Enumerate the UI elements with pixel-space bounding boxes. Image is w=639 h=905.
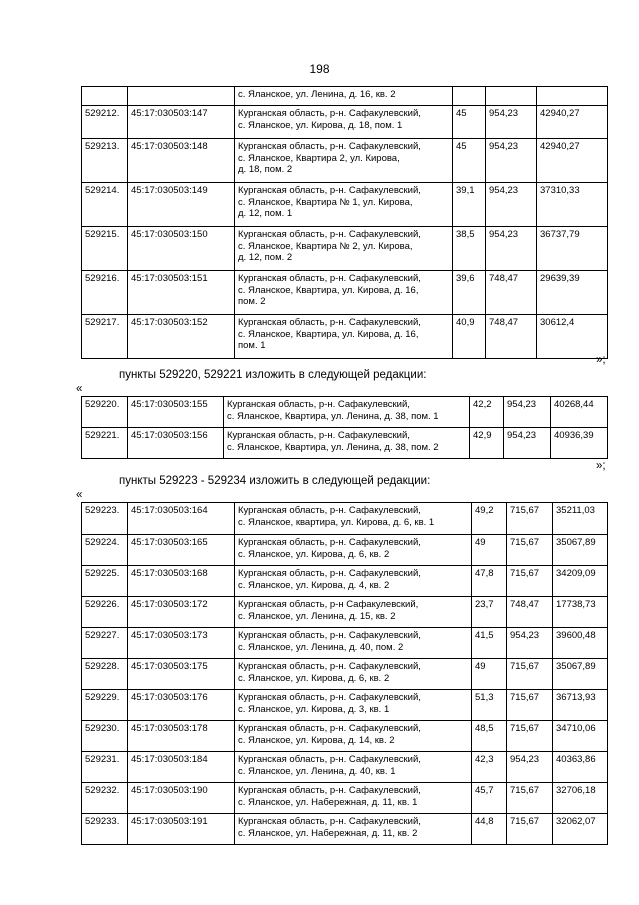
cadastral-number-cell: 45:17:030503:156 xyxy=(128,428,224,459)
cadastral-value-cell: 32062,07 xyxy=(553,814,608,845)
cadastral-number-cell: 45:17:030503:184 xyxy=(128,752,235,783)
row-number-cell: 529226. xyxy=(82,597,128,628)
cadastral-value-cell: 40363,86 xyxy=(553,752,608,783)
table-row xyxy=(82,106,608,139)
area-cell: 42,2 xyxy=(470,397,504,428)
address-line: с. Яланское, ул. Кирова, д. 14, кв. 2 xyxy=(238,734,395,746)
cadastral-value-cell: 36737,79 xyxy=(537,227,608,271)
rate-cell: 715,67 xyxy=(507,814,553,845)
address-cell xyxy=(235,503,472,535)
address-line: с. Яланское, ул. Ленина, д. 40, пом. 2 xyxy=(238,641,404,653)
cadastral-number-cell: 45:17:030503:149 xyxy=(128,183,235,227)
address-line: Курганская область, р-н. Сафакулевский, xyxy=(227,430,410,441)
row-number-cell: 529228. xyxy=(82,659,128,690)
address-cell xyxy=(235,183,453,227)
address-line: с. Яланское, Квартира, ул. Кирова, д. 16, xyxy=(238,284,419,296)
address-line: Курганская область, р-н. Сафакулевский, xyxy=(238,661,421,672)
address-line: д. 12, пом. 2 xyxy=(238,252,293,263)
table-row xyxy=(82,566,608,597)
address-line: с. Яланское, квартира, ул. Кирова, д. 6, кв. 1 xyxy=(238,516,435,528)
cadastral-number-cell: 45:17:030503:178 xyxy=(128,721,235,752)
area-cell: 45,7 xyxy=(472,783,507,814)
cadastral-number-cell: 45:17:030503:150 xyxy=(128,227,235,271)
rate-cell: 954,23 xyxy=(504,397,551,428)
address-cell xyxy=(235,139,453,183)
row-number-cell: 529213. xyxy=(82,139,128,183)
closing-quote-2: »; xyxy=(596,460,606,472)
area-cell: 49 xyxy=(472,659,507,690)
cadastral-number-cell: 45:17:030503:191 xyxy=(128,814,235,845)
address-cell xyxy=(235,87,453,106)
row-number-cell: 529227. xyxy=(82,628,128,659)
row-number-cell: 529223. xyxy=(82,503,128,535)
address-line: д. 18, пом. 2 xyxy=(238,164,293,175)
cadastral-value-cell: 35211,03 xyxy=(553,503,608,535)
table-row xyxy=(82,315,608,359)
rate-cell: 954,23 xyxy=(486,227,537,271)
address-cell xyxy=(235,659,472,690)
cadastral-number-cell: 45:17:030503:190 xyxy=(128,783,235,814)
address-line: Курганская область, р-н. Сафакулевский, xyxy=(238,785,421,796)
cadastral-number-cell: 45:17:030503:168 xyxy=(128,566,235,597)
area-cell: 38,5 xyxy=(453,227,486,271)
area-cell: 42,9 xyxy=(470,428,504,459)
address-line: пом. 1 xyxy=(238,340,266,351)
cadastral-value-cell: 34209,09 xyxy=(553,566,608,597)
cadastral-value-cell: 35067,89 xyxy=(553,535,608,566)
cadastral-number-cell: 45:17:030503:164 xyxy=(128,503,235,535)
opening-quote-2: « xyxy=(76,489,83,501)
register-table-1 xyxy=(81,86,608,359)
rate-cell: 954,23 xyxy=(507,752,553,783)
address-line: с. Яланское, ул. Ленина, д. 15, кв. 2 xyxy=(238,610,396,622)
table-row xyxy=(82,397,608,428)
area-cell: 51,3 xyxy=(472,690,507,721)
cadastral-number-cell: 45:17:030503:165 xyxy=(128,535,235,566)
cadastral-number-cell: 45:17:030503:176 xyxy=(128,690,235,721)
address-line: Курганская область, р-н. Сафакулевский, xyxy=(238,537,421,548)
address-line: пом. 2 xyxy=(238,296,266,307)
cadastral-number-cell: 45:17:030503:172 xyxy=(128,597,235,628)
area-cell: 49 xyxy=(472,535,507,566)
address-cell xyxy=(235,721,472,752)
rate-cell: 954,23 xyxy=(504,428,551,459)
cadastral-value-cell: 30612,4 xyxy=(537,315,608,359)
address-cell xyxy=(235,315,453,359)
cadastral-value-cell: 42940,27 xyxy=(537,106,608,139)
address-line: Курганская область, р-н. Сафакулевский, xyxy=(238,317,421,328)
table-row xyxy=(82,721,608,752)
row-number-cell: 529225. xyxy=(82,566,128,597)
address-line: Курганская область, р-н. Сафакулевский, xyxy=(238,505,421,516)
rate-cell: 715,67 xyxy=(507,566,553,597)
cadastral-number-cell: 45:17:030503:175 xyxy=(128,659,235,690)
table-row xyxy=(82,139,608,183)
cadastral-number-cell: 45:17:030503:148 xyxy=(128,139,235,183)
cadastral-value-cell: 35067,89 xyxy=(553,659,608,690)
rate-cell: 715,67 xyxy=(507,659,553,690)
row-number-cell: 529214. xyxy=(82,183,128,227)
cadastral-value-cell xyxy=(537,87,608,106)
area-cell: 39,6 xyxy=(453,271,486,315)
register-table-2 xyxy=(81,396,608,459)
page-number: 198 xyxy=(309,62,330,76)
area-cell: 40,9 xyxy=(453,315,486,359)
address-cell xyxy=(235,690,472,721)
address-cell xyxy=(235,535,472,566)
area-cell: 42,3 xyxy=(472,752,507,783)
rate-cell: 748,47 xyxy=(486,271,537,315)
table-row xyxy=(82,503,608,535)
address-line: с. Яланское, ул. Кирова, д. 18, пом. 1 xyxy=(238,119,403,131)
address-line: Курганская область, р-н. Сафакулевский, xyxy=(238,692,421,703)
address-line: с. Яланское, Квартира, ул. Ленина, д. 38, пом. 1 xyxy=(227,410,439,422)
row-number-cell: 529229. xyxy=(82,690,128,721)
row-number-cell: 529232. xyxy=(82,783,128,814)
cadastral-number-cell xyxy=(128,87,235,106)
address-line: Курганская область, р-н. Сафакулевский, xyxy=(238,816,421,827)
cadastral-number-cell: 45:17:030503:155 xyxy=(128,397,224,428)
cadastral-value-cell: 39600,48 xyxy=(553,628,608,659)
cadastral-value-cell: 32706,18 xyxy=(553,783,608,814)
address-line: Курганская область, р-н. Сафакулевский, xyxy=(238,185,421,196)
rate-cell: 748,47 xyxy=(486,315,537,359)
address-cell xyxy=(224,428,470,459)
table-row xyxy=(82,814,608,845)
address-line: Курганская область, р-н Сафакулевский, xyxy=(238,599,419,610)
rate-cell: 715,67 xyxy=(507,690,553,721)
table-row xyxy=(82,271,608,315)
address-line: Курганская область, р-н. Сафакулевский, xyxy=(238,108,421,119)
address-line: с. Яланское, ул. Кирова, д. 6, кв. 2 xyxy=(238,672,390,684)
register-table-3 xyxy=(81,502,608,845)
address-line: с. Яланское, Квартира № 1, ул. Кирова, xyxy=(238,196,413,208)
cadastral-number-cell: 45:17:030503:152 xyxy=(128,315,235,359)
rate-cell: 748,47 xyxy=(507,597,553,628)
address-line: с. Яланское, ул. Ленина, д. 40, кв. 1 xyxy=(238,765,396,777)
address-line: Курганская область, р-н. Сафакулевский, xyxy=(238,273,421,284)
address-cell xyxy=(235,628,472,659)
address-cell xyxy=(235,783,472,814)
address-cell xyxy=(235,597,472,628)
table-row xyxy=(82,535,608,566)
row-number-cell: 529231. xyxy=(82,752,128,783)
address-line: Курганская область, р-н. Сафакулевский, xyxy=(227,399,410,410)
address-cell xyxy=(235,566,472,597)
area-cell: 41,5 xyxy=(472,628,507,659)
cadastral-value-cell: 40936,39 xyxy=(551,428,608,459)
rate-cell: 715,67 xyxy=(507,783,553,814)
row-number-cell: 529220. xyxy=(82,397,128,428)
rate-cell: 715,67 xyxy=(507,535,553,566)
row-number-cell: 529212. xyxy=(82,106,128,139)
address-line: Курганская область, р-н. Сафакулевский, xyxy=(238,754,421,765)
cadastral-value-cell: 42940,27 xyxy=(537,139,608,183)
address-cell xyxy=(235,271,453,315)
cadastral-value-cell: 40268,44 xyxy=(551,397,608,428)
address-cell xyxy=(224,397,470,428)
rate-cell: 715,67 xyxy=(507,503,553,535)
address-line: д. 12, пом. 1 xyxy=(238,208,293,219)
rate-cell: 715,67 xyxy=(507,721,553,752)
cadastral-number-cell: 45:17:030503:147 xyxy=(128,106,235,139)
address-line: с. Яланское, ул. Кирова, д. 4, кв. 2 xyxy=(238,579,390,591)
table-row xyxy=(82,752,608,783)
address-line: Курганская область, р-н. Сафакулевский, xyxy=(238,229,421,240)
area-cell: 49,2 xyxy=(472,503,507,535)
cadastral-value-cell: 37310,33 xyxy=(537,183,608,227)
area-cell xyxy=(453,87,486,106)
address-line: Курганская область, р-н. Сафакулевский, xyxy=(238,630,421,641)
cadastral-number-cell: 45:17:030503:151 xyxy=(128,271,235,315)
address-line: с. Яланское, ул. Кирова, д. 6, кв. 2 xyxy=(238,548,390,560)
row-number-cell: 529215. xyxy=(82,227,128,271)
area-cell: 48,5 xyxy=(472,721,507,752)
address-line: с. Яланское, Квартира 2, ул. Кирова, xyxy=(238,152,400,164)
row-number-cell: 529216. xyxy=(82,271,128,315)
amendment-paragraph-2: пункты 529223 - 529234 изложить в следующей редакции: xyxy=(119,475,431,487)
row-number-cell: 529221. xyxy=(82,428,128,459)
address-line: с. Яланское, ул. Набережная, д. 11, кв. 1 xyxy=(238,796,418,808)
address-line: с. Яланское, ул. Кирова, д. 3, кв. 1 xyxy=(238,703,390,715)
address-line: с. Яланское, ул. Набережная, д. 11, кв. 2 xyxy=(238,827,418,839)
rate-cell xyxy=(486,87,537,106)
row-number-cell: 529233. xyxy=(82,814,128,845)
cadastral-number-cell: 45:17:030503:173 xyxy=(128,628,235,659)
table-row xyxy=(82,183,608,227)
rate-cell: 954,23 xyxy=(486,106,537,139)
rate-cell: 954,23 xyxy=(486,139,537,183)
address-line: с. Яланское, Квартира, ул. Кирова, д. 16, xyxy=(238,328,419,340)
address-cell xyxy=(235,814,472,845)
table-row xyxy=(82,227,608,271)
cadastral-value-cell: 17738,73 xyxy=(553,597,608,628)
table-row xyxy=(82,690,608,721)
address-line: с. Яланское, ул. Ленина, д. 16, кв. 2 xyxy=(238,89,396,100)
opening-quote-1: « xyxy=(76,383,83,395)
area-cell: 23,7 xyxy=(472,597,507,628)
address-cell xyxy=(235,227,453,271)
table-row xyxy=(82,628,608,659)
closing-quote-1: »; xyxy=(596,354,606,366)
rate-cell: 954,23 xyxy=(507,628,553,659)
address-line: Курганская область, р-н. Сафакулевский, xyxy=(238,723,421,734)
table-row xyxy=(82,659,608,690)
table-row xyxy=(82,783,608,814)
area-cell: 39,1 xyxy=(453,183,486,227)
address-cell xyxy=(235,752,472,783)
row-number-cell: 529224. xyxy=(82,535,128,566)
cadastral-value-cell: 34710,06 xyxy=(553,721,608,752)
address-line: Курганская область, р-н. Сафакулевский, xyxy=(238,568,421,579)
area-cell: 45 xyxy=(453,106,486,139)
row-number-cell xyxy=(82,87,128,106)
area-cell: 45 xyxy=(453,139,486,183)
row-number-cell: 529230. xyxy=(82,721,128,752)
table-row xyxy=(82,597,608,628)
address-line: с. Яланское, Квартира, ул. Ленина, д. 38, пом. 2 xyxy=(227,441,439,453)
cadastral-value-cell: 29639,39 xyxy=(537,271,608,315)
cadastral-value-cell: 36713,93 xyxy=(553,690,608,721)
rate-cell: 954,23 xyxy=(486,183,537,227)
address-cell xyxy=(235,106,453,139)
area-cell: 44,8 xyxy=(472,814,507,845)
address-line: Курганская область, р-н. Сафакулевский, xyxy=(238,141,421,152)
row-number-cell: 529217. xyxy=(82,315,128,359)
address-line: с. Яланское, Квартира № 2, ул. Кирова, xyxy=(238,240,413,252)
amendment-paragraph-1: пункты 529220, 529221 изложить в следующей редакции: xyxy=(119,369,427,381)
table-row xyxy=(82,428,608,459)
area-cell: 47,8 xyxy=(472,566,507,597)
table-row xyxy=(82,87,608,106)
